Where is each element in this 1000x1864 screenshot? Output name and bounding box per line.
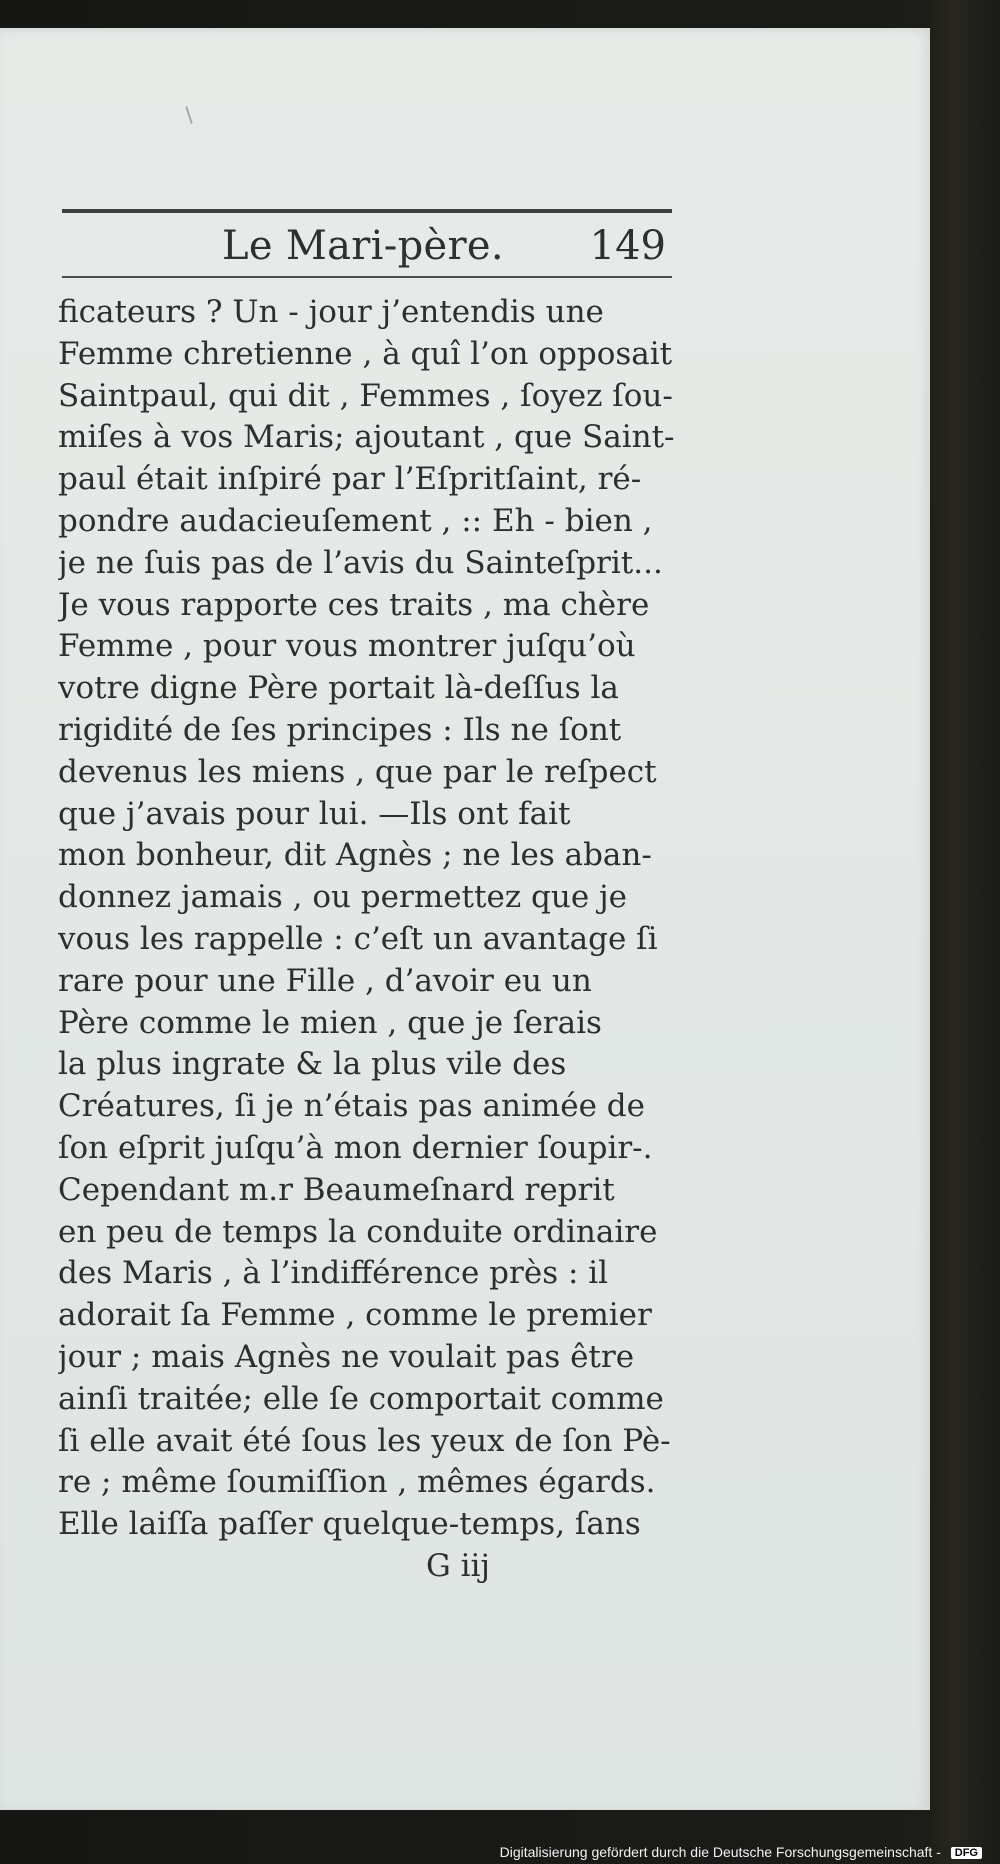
text-line: ſon eſprit juſqu’à mon dernier ſoupir-. [58,1129,653,1166]
text-line: miſes à vos Maris; ajoutant , que Saint- [58,419,675,456]
text-line: je ne ſuis pas de l’avis du Sainteſprit... [58,544,663,581]
text-line: Femme chretienne , à quî l’on opposait [58,335,673,372]
dfg-logo: DFG [951,1847,982,1859]
text-line: devenus les miens , que par le reſpect [58,753,657,790]
text-line: Cependant m.r Beaumeſnard reprit [58,1171,615,1208]
text-line: Elle laiſſa paſſer quelque-temps, ſans [58,1506,641,1543]
text-line: Créatures, ſi je n’étais pas animée de [58,1088,645,1125]
header-bottom-rule [62,276,672,278]
text-line: rare pour une Fille , d’avoir eu un [58,962,592,999]
text-line: rigidité de ſes principes : Ils ne ſont [58,711,622,748]
body-text [58,292,678,1588]
text-line: vous les rappelle : c’eſt un avantage ſi [58,920,658,957]
text-line: ſi elle avait été ſous les yeux de ſon Pè- [58,1422,671,1459]
page-number: 149 [589,223,666,269]
text-line: donnez jamais , ou permettez que je [58,879,627,916]
text-line: Saintpaul, qui dit , Femmes , ſoyez ſou- [58,377,673,414]
text-line: Je vous rapporte ces traits , ma chère [58,586,650,623]
text-line: adorait ſa Femme , comme le premier [58,1297,652,1334]
text-line: que j’avais pour lui. —Ils ont fait [58,795,571,832]
text-line: pondre audacieuſement , :: Eh - bien , [58,502,653,539]
text-line: ainſi traitée; elle ſe comportait comme [58,1380,664,1417]
text-line: paul était inſpiré par l’Eſpritſaint, ré- [58,461,642,498]
signature-mark: G iij [425,1547,491,1584]
text-line: ficateurs ? Un - jour j’entendis une [58,294,604,330]
paper-mark [185,106,192,124]
text-line: Père comme le mien , que je ſerais [58,1004,602,1041]
text-line: en peu de temps la conduite ordinaire [58,1213,658,1250]
scan-background-strip [930,0,1000,1864]
header-top-rule [62,209,672,213]
credit-text: Digitalisierung gefördert durch die Deutsche Forschungsgemeinschaft - [499,1844,941,1860]
text-line: mon bonheur, dit Agnès ; ne les aban- [58,837,652,874]
running-header [62,223,672,277]
text-line: jour ; mais Agnès ne voulait pas être [58,1338,635,1375]
text-line: Femme , pour vous montrer juſqu’où [58,628,636,665]
text-line: votre digne Père portait là-deſſus la [58,670,619,707]
book-page [0,28,930,1810]
running-title: Le Mari-père. [222,223,504,269]
text-line: des Maris , à l’indifférence près : il [58,1255,609,1292]
text-line: re ; même ſoumiſſion , mêmes égards. [58,1464,656,1501]
digitization-credit [500,1844,982,1860]
text-line: la plus ingrate & la plus vile des [58,1046,567,1083]
